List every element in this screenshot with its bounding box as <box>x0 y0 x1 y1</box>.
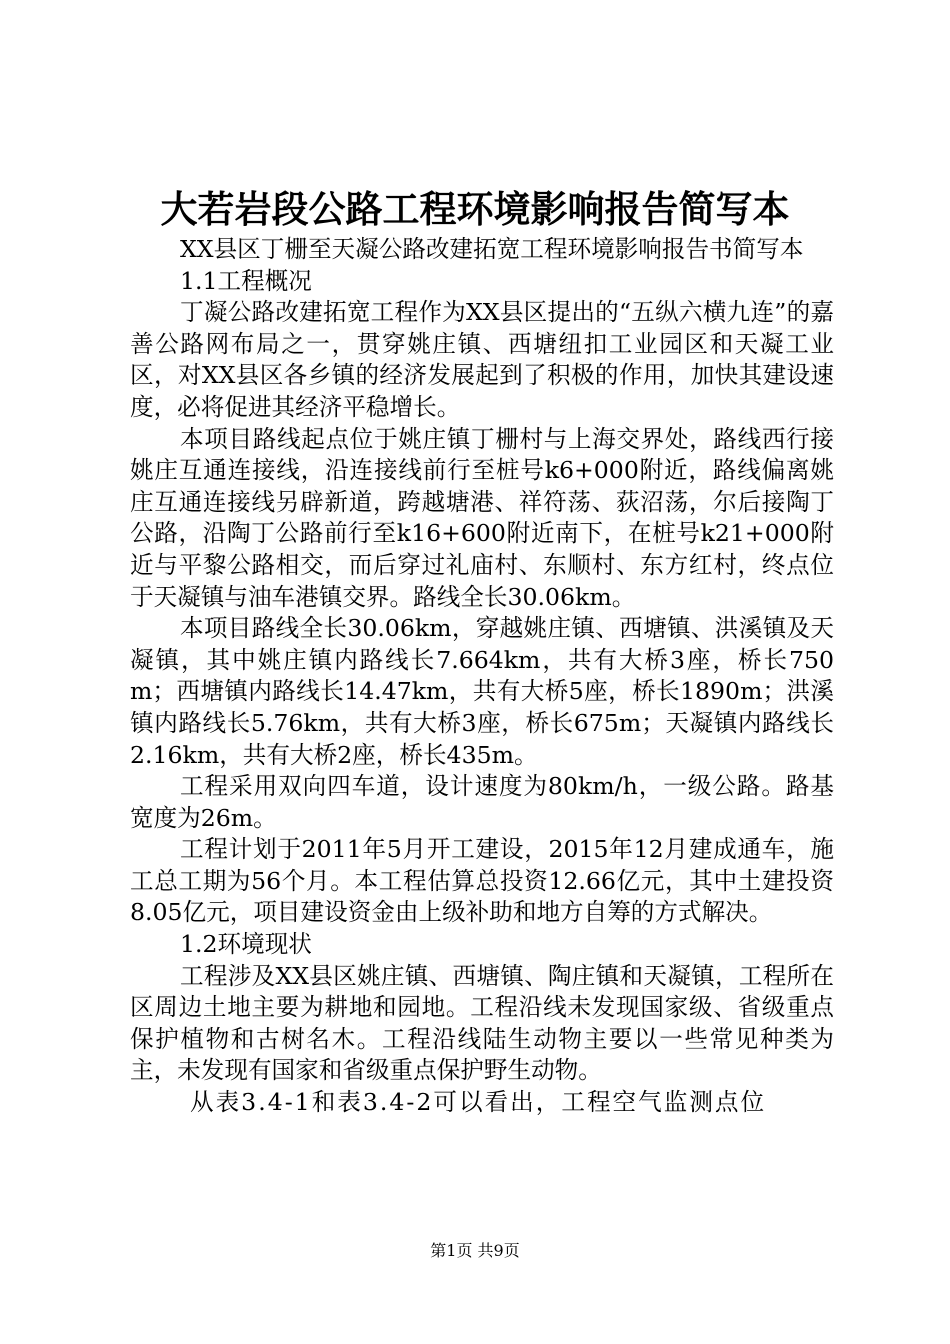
body-paragraph: 工程采用双向四车道，设计速度为80km/h，一级公路。路基宽度为26m。 <box>130 772 834 832</box>
document-title: 大若岩段公路工程环境影响报告简写本 <box>160 187 790 231</box>
subtitle-paragraph: XX县区丁栅至天凝公路改建拓宽工程环境影响报告书简写本 <box>180 235 804 263</box>
section-heading-1-2: 1.2环境现状 <box>180 930 312 959</box>
page-footer: 第1页 共9页 <box>430 1241 520 1260</box>
section-heading-1-1: 1.1工程概况 <box>180 266 312 295</box>
body-paragraph: 从表3.4-1和表3.4-2可以看出，工程空气监测点位 <box>190 1088 767 1117</box>
body-paragraph: 本项目路线全长30.06km，穿越姚庄镇、西塘镇、洪溪镇及天凝镇，其中姚庄镇内路线长7.664km，共有大桥3座，桥长750m；西塘镇内路线长14.47km，共有大桥5座，桥长1890m；洪溪镇内路线长5.76km，共有大桥3座，桥长675m；天凝镇内路线长2.16km，共有大桥2座，桥长435m。 <box>130 614 834 769</box>
document-body <box>130 234 834 1119</box>
body-paragraph: 本项目路线起点位于姚庄镇丁栅村与上海交界处，路线西行接姚庄互通连接线，沿连接线前行至桩号k6+000附近，路线偏离姚庄互通连接线另辟新道，跨越塘港、祥符荡、荻沼荡，尔后接陶丁公路，沿陶丁公路前行至k16+600附近南下，在桩号k21+000附近与平黎公路相交，而后穿过礼庙村、东顺村、东方红村，终点位于天凝镇与油车港镇交界。路线全长30.06km。 <box>130 424 834 611</box>
body-paragraph: 工程计划于2011年5月开工建设，2015年12月建成通车，施工总工期为56个月。本工程估算总投资12.66亿元，其中土建投资8.05亿元，项目建设资金由上级补助和地方自筹的方式解决。 <box>130 835 834 927</box>
body-paragraph: 工程涉及XX县区姚庄镇、西塘镇、陶庄镇和天凝镇，工程所在区周边土地主要为耕地和园地。工程沿线未发现国家级、省级重点保护植物和古树名木。工程沿线陆生动物主要以一些常见种类为主，未发现有国家和省级重点保护野生动物。 <box>130 961 834 1085</box>
body-paragraph: 丁凝公路改建拓宽工程作为XX县区提出的“五纵六横九连”的嘉善公路网布局之一，贯穿姚庄镇、西塘纽扣工业园区和天凝工业区，对XX县区各乡镇的经济发展起到了积极的作用，加快其建设速度，必将促进其经济平稳增长。 <box>130 298 834 421</box>
